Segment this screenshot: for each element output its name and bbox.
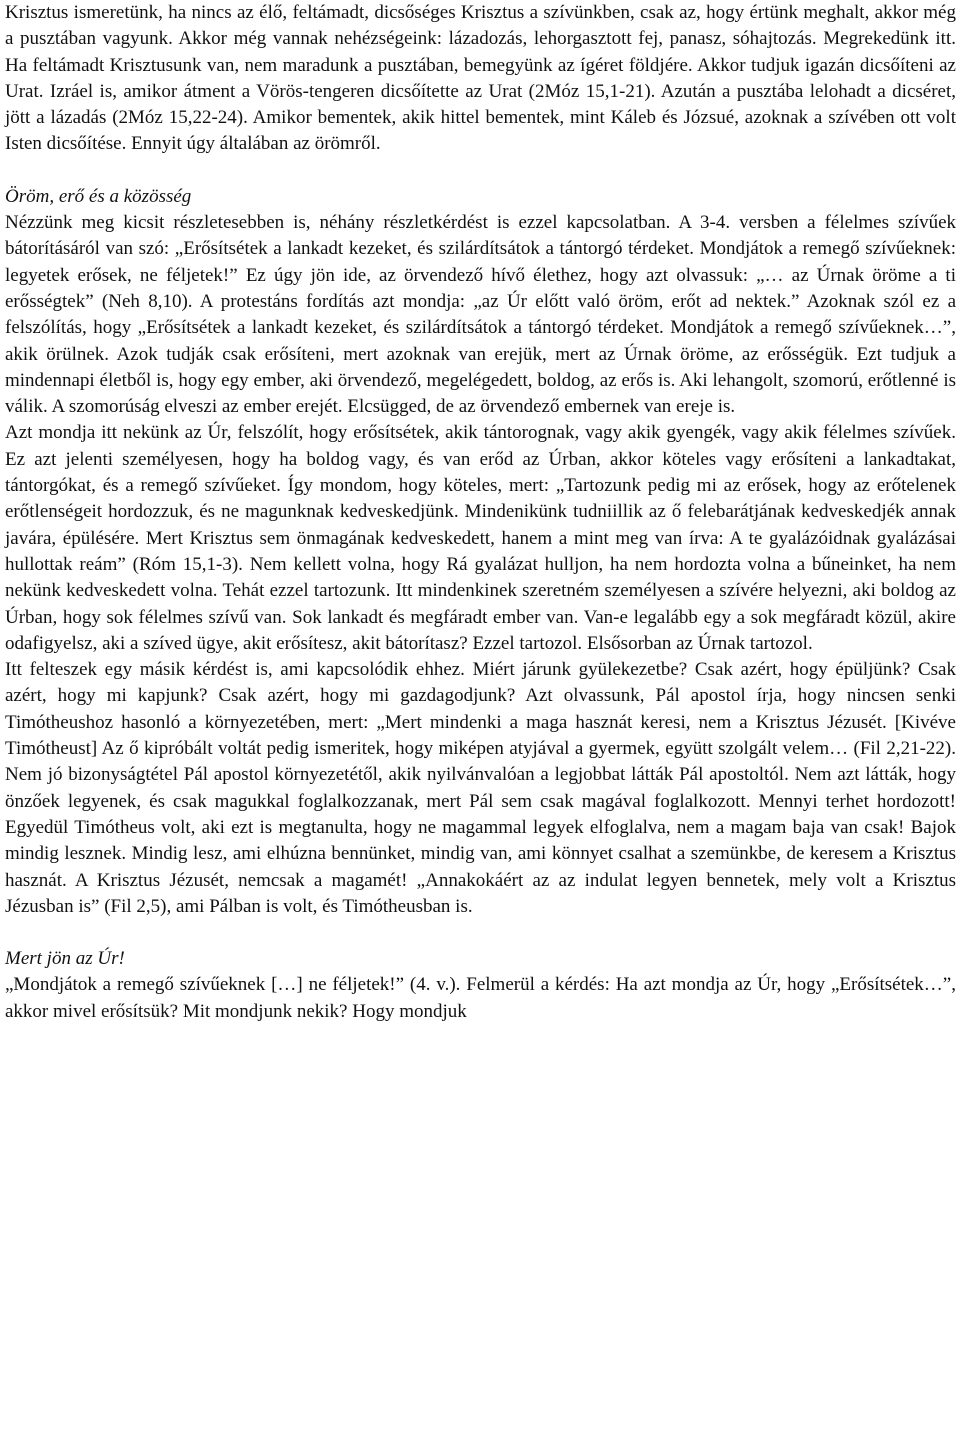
section1-paragraph-3: Itt felteszek egy másik kérdést is, ami kapcsolódik ehhez. Miért járunk gyülekezetbe? Csak azért, hogy épüljünk? Csak azért, hogy mi kapjunk? Csak azért, hogy mi gazdagodjunk? Azt olvassunk, Pál apostol írja, hogy nincsen senki Timótheushoz hasonló a környezetében, mert: „Mert mindenki a maga hasznát keresi, nem a Krisztus Jézusét. [Kivéve Timótheust] Az ő kipróbált voltát pedig ismeritek, hogy miképen atyjával a gyermek, együtt szolgált velem… (Fil 2,21-22). Nem jó bizonyságtétel Pál apostol környezetétől, akik nyilvánvalóan a legjobbat látták Pál apostoltól. Nem azt látták, hogy önzőek legyenek, és csak magukkal foglalkozzanak, mert Pál sem csak magával foglalkozott. Mennyi terhet hordozott! Egyedül Timótheus volt, aki ezt is megtanulta, hogy ne magammal legyek elfoglalva, nem a magam baja van csak! Bajok mindig lesznek. Mindig lesz, ami elhúzna bennünket, mindig van, ami könnyet csalhat a szemünkbe, de keresem a Krisztus hasznát. A Krisztus Jézusét, nemcsak a magamét! „Annakokáért az az indulat legyen bennetek, mely volt a Krisztus Jézusban is” (Fil 2,5), ami Pálban is volt, és Timótheusban is.: [5, 659, 956, 917]
section2-paragraph-1: „Mondjátok a remegő szívűeknek […] ne féljetek!” (4. v.). Felmerül a kérdés: Ha azt mondja az Úr, hogy „Erősítsétek…”, akkor mivel erősítsük? Mit mondjunk nekik? Hogy mondjuk: [5, 974, 956, 1022]
document-page: [5, 0, 956, 1025]
paragraph-spacer: [5, 158, 956, 184]
section1-paragraph-1: Nézzünk meg kicsit részletesebben is, néhány részletkérdést is ezzel kapcsolatban. A 3-4. versben a félelmes szívűek bátorításáról van szó: „Erősítsétek a lankadt kezeket, és szilárdítsátok a tántorgó térdeket. Mondjátok a remegő szívűeknek: legyetek erősek, ne féljetek!” Ez úgy jön ide, az örvendező hívő élethez, hogy azt olvassuk: „… az Úrnak öröme a ti erősségtek” (Neh 8,10). A protestáns fordítás azt mondja: „az Úr előtt való öröm, erőt ad nektek.” Azoknak szól ez a felszólítás, hogy „Erősítsétek a lankadt kezeket, és szilárdítsátok a tántorgó térdeket. Mondjátok a remegő szívűeknek…”, akik örülnek. Azok tudják csak erősíteni, mert azoknak van erejük, mert az Úrnak öröme, az erősségük. Ezt tudjuk a mindennapi életből is, hogy egy ember, aki örvendező, megelégedett, boldog, az erős is. Aki lehangolt, szomorú, erőtlenné is válik. A szomorúság elveszi az ember erejét. Elcsügged, de az örvendező embernek van ereje is.: [5, 212, 956, 418]
section-heading-the-lord-is-coming: Mert jön az Úr!: [5, 948, 125, 970]
paragraph-spacer: [5, 920, 956, 946]
section-heading-joy-strength-community: Öröm, erő és a közösség: [5, 185, 192, 207]
section1-paragraph-2: Azt mondja itt nekünk az Úr, felszólít, hogy erősítsétek, akik tántorognak, vagy akik gyengék, vagy akik félelmes szívűek. Ez azt jelenti személyesen, hogy ha boldog vagy, és van erőd az Úrban, akkor köteles vagy erősíteni a lankadtakat, tántorgókat, és a remegő szívűeket. Így mondom, hogy köteles, mert: „Tartozunk pedig mi az erősek, hogy az erőtelenek erőtlenségeit hordozzuk, és ne magunknak kedveskedjünk. Mindenikünk tudniillik az ő felebarátjának kedveskedjék annak javára, épülésére. Mert Krisztus sem önmagának kedveskedett, hanem a mint meg van írva: A te gyalázóidnak gyalázásai hullottak reám” (Róm 15,1-3). Nem kellett volna, hogy Rá gyalázat hulljon, ha nem hordozta volna a bűneinket, ha nem nekünk kedveskedett volna. Tehát ezzel tartozunk. Itt mindenkinek szeretném személyesen a szívére helyezni, aki boldog az Úrban, hogy sok félelmes szívű van. Sok lankadt és megfáradt ember van. Van-e legalább egy a sok megfáradt közül, akire odafigyelsz, aki a szíved ügye, akit erősítesz, akit bátorítasz? Ezzel tartozol. Elsősorban az Úrnak tartozol.: [5, 422, 956, 654]
intro-paragraph: Krisztus ismeretünk, ha nincs az élő, feltámadt, dicsőséges Krisztus a szívünkben, csak az, hogy értünk meghalt, akkor még a pusztában vagyunk. Akkor még vannak nehézségeink: lázadozás, lehorgasztott fej, panasz, sóhajtozás. Megrekedünk itt. Ha feltámadt Krisztusunk van, nem maradunk a pusztában, bemegyünk az ígéret földjére. Akkor tudjuk igazán dicsőíteni az Urat. Izráel is, amikor átment a Vörös-tengeren dicsőítette az Urat (2Móz 15,1-21). Azután a pusztába lelohadt a dicséret, jött a lázadás (2Móz 15,22-24). Amikor bementek, akik hittel bementek, mint Káleb és Józsué, azoknak a szívében ott volt Isten dicsőítése. Ennyit úgy általában az örömről.: [5, 2, 956, 155]
